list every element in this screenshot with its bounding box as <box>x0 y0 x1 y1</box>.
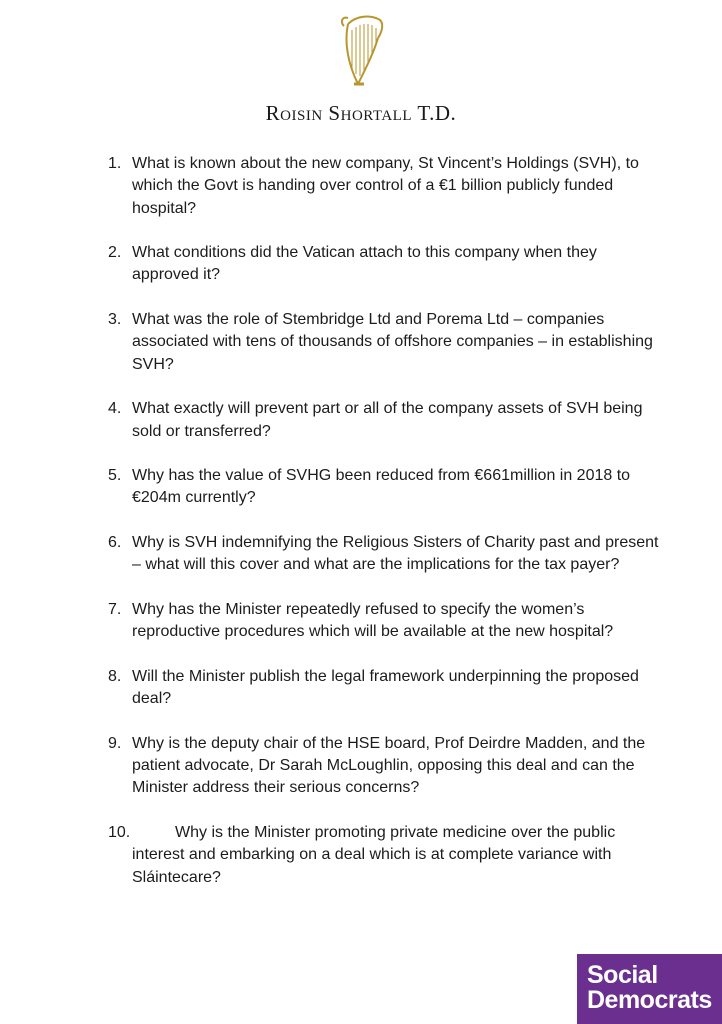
item-text: What exactly will prevent part or all of the company assets of SVH being sold or transferred? <box>132 400 643 440</box>
item-text: Why is the deputy chair of the HSE board, Prof Deirdre Madden, and the patient advocate, Dr Sarah McLoughlin, opposing this deal and can the Minister address their serious concerns? <box>132 734 646 797</box>
item-number: 3. <box>108 311 122 329</box>
item-number: 10. <box>108 823 131 841</box>
item-text: Will the Minister publish the legal framework underpinning the proposed deal? <box>132 667 639 708</box>
item-number: 7. <box>108 600 122 618</box>
harp-icon <box>334 12 390 88</box>
list-item <box>108 733 668 800</box>
logo-line-1: Social <box>587 961 658 989</box>
list-item <box>108 666 668 711</box>
page-title: Roisin Shortall T.D. <box>265 101 457 125</box>
item-number: 4. <box>108 400 122 418</box>
item-number: 9. <box>108 734 122 752</box>
item-text: What is known about the new company, St Vincent’s Holdings (SVH), to which the Govt is handing over control of a €1 billion publicly funded hospital? <box>132 155 639 217</box>
question-list <box>108 153 668 911</box>
list-item <box>108 309 668 376</box>
item-number: 5. <box>108 467 122 485</box>
item-text: Why has the Minister repeatedly refused to specify the women’s reproductive procedures which will be available at the new hospital? <box>132 600 614 641</box>
list-item <box>108 599 668 644</box>
item-number: 1. <box>108 155 122 172</box>
social-democrats-logo <box>577 954 722 1024</box>
list-item <box>108 532 668 577</box>
list-item <box>108 153 668 220</box>
item-text: What was the role of Stembridge Ltd and Porema Ltd – companies associated with tens of thousands of offshore companies – in establishing SVH? <box>132 311 653 373</box>
item-number: 2. <box>108 244 122 262</box>
list-item <box>108 398 668 443</box>
item-number: 8. <box>108 667 122 685</box>
item-text: What conditions did the Vatican attach to this company when they approved it? <box>132 244 597 284</box>
list-item <box>108 822 668 889</box>
harp-emblem <box>334 12 390 88</box>
list-item <box>108 465 668 510</box>
logo-line-2: Democrats <box>587 986 712 1014</box>
item-text: Why is SVH indemnifying the Religious Sisters of Charity past and present – what will this cover and what are the implications for the tax payer? <box>132 534 659 574</box>
list-item <box>108 242 668 287</box>
item-text: Why is the Minister promoting private medicine over the public interest and embarking on a deal which is at complete variance with Sláintecare? <box>132 823 616 886</box>
item-number: 6. <box>108 534 122 552</box>
item-text: Why has the value of SVHG been reduced from €661million in 2018 to €204m currently? <box>132 467 631 507</box>
